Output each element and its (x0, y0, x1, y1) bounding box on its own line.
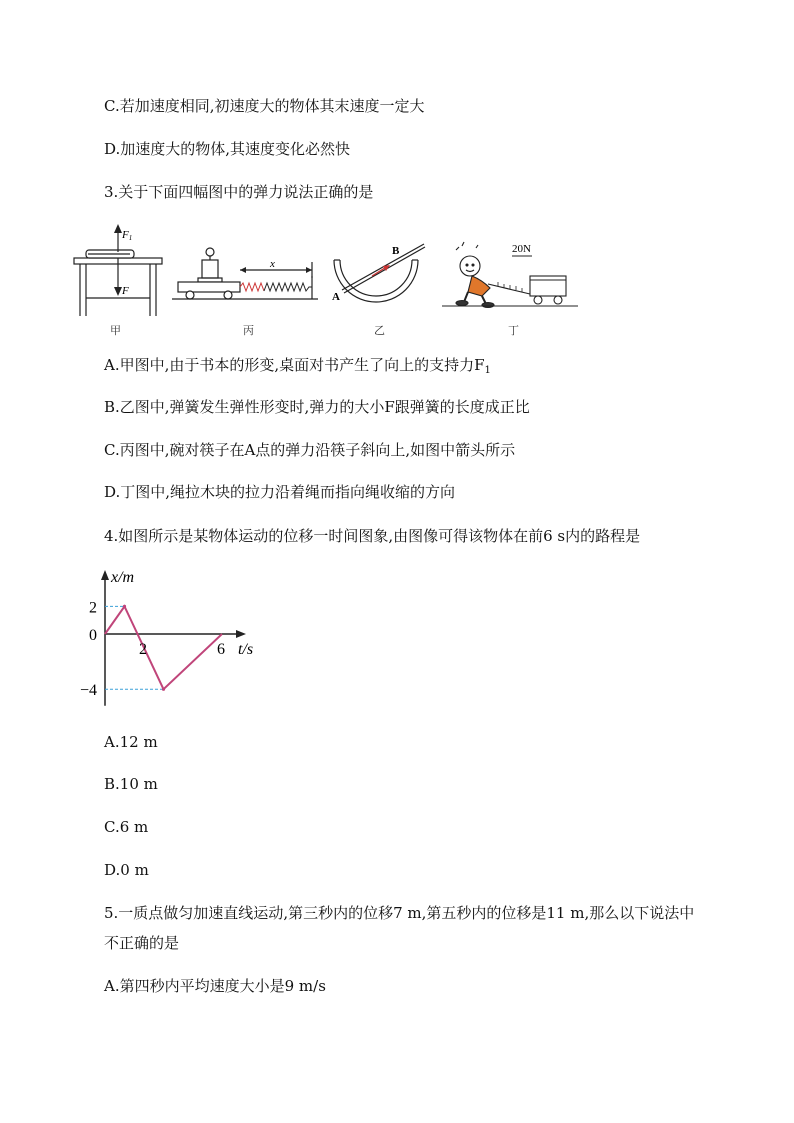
q3-option-c: C.丙图中,碗对筷子在A点的弹力沿筷子斜向上,如图中箭头所示 (104, 441, 516, 459)
x-t-chart (80, 568, 280, 718)
spring-x-label: x (270, 258, 275, 270)
q4-option-c: C.6 m (104, 818, 149, 836)
force-f1-label: F (122, 229, 129, 241)
point-a-label: A (332, 291, 340, 303)
q3-stem: 3.关于下面四幅图中的弹力说法正确的是 (104, 183, 374, 201)
q4-option-a: A.12 m (104, 733, 158, 751)
y-tick-label-0: 2 (89, 599, 97, 617)
q5-stem-line1: 5.一质点做匀加速直线运动,第三秒内的位移7 m,第五秒内的位移是11 m,那么以下说法中 (104, 904, 695, 922)
fig-label-yi: 乙 (374, 324, 385, 337)
series-line (105, 606, 222, 689)
x-tick-label-1: 6 (217, 641, 225, 658)
q4-option-d: D.0 m (104, 861, 149, 879)
y-tick-label-1: 0 (89, 627, 97, 644)
svg-text:F1 (121, 229, 132, 242)
q3-option-a-subscript: 1 (484, 365, 491, 376)
scale-20n-label: 20N (512, 243, 531, 255)
force-f-label: F (122, 285, 129, 297)
q3-option-a-text: A.甲图中,由于书本的形变,桌面对书产生了向上的支持力F (104, 356, 485, 374)
force-f1-subscript: 1 (128, 234, 133, 242)
fig-label-ding: 丁 (508, 324, 519, 337)
figure-ding (442, 232, 582, 310)
x-axis-arrow (236, 630, 246, 638)
figure-yi (328, 238, 428, 310)
y-axis-label: x/m (111, 569, 135, 586)
y-axis-arrow (101, 570, 109, 580)
q5-option-a: A.第四秒内平均速度大小是9 m/s (104, 977, 326, 995)
figure-jia (72, 222, 164, 322)
q3-option-b: B.乙图中,弹簧发生弹性形变时,弹力的大小F跟弹簧的长度成正比 (104, 398, 530, 416)
q2-option-c: C.若加速度相同,初速度大的物体其末速度一定大 (104, 97, 425, 115)
q3-option-d: D.丁图中,绳拉木块的拉力沿着绳而指向绳收缩的方向 (104, 483, 456, 501)
q5-stem-line2: 不正确的是 (104, 934, 180, 952)
q3-option-a (104, 355, 491, 381)
figure-bing (172, 240, 322, 310)
y-tick-label-2: −4 (80, 682, 97, 700)
q4-stem: 4.如图所示是某物体运动的位移一时间图象,由图像可得该物体在前6 s内的路程是 (104, 527, 641, 545)
x-tick-label-0: 2 (139, 641, 147, 658)
q4-option-b: B.10 m (104, 775, 158, 793)
x-axis-label: t/s (238, 641, 254, 658)
point-b-label: B (392, 245, 400, 257)
fig-label-jia: 甲 (110, 324, 121, 337)
q2-option-d: D.加速度大的物体,其速度变化必然快 (104, 140, 351, 158)
fig-label-bing: 丙 (243, 324, 254, 337)
